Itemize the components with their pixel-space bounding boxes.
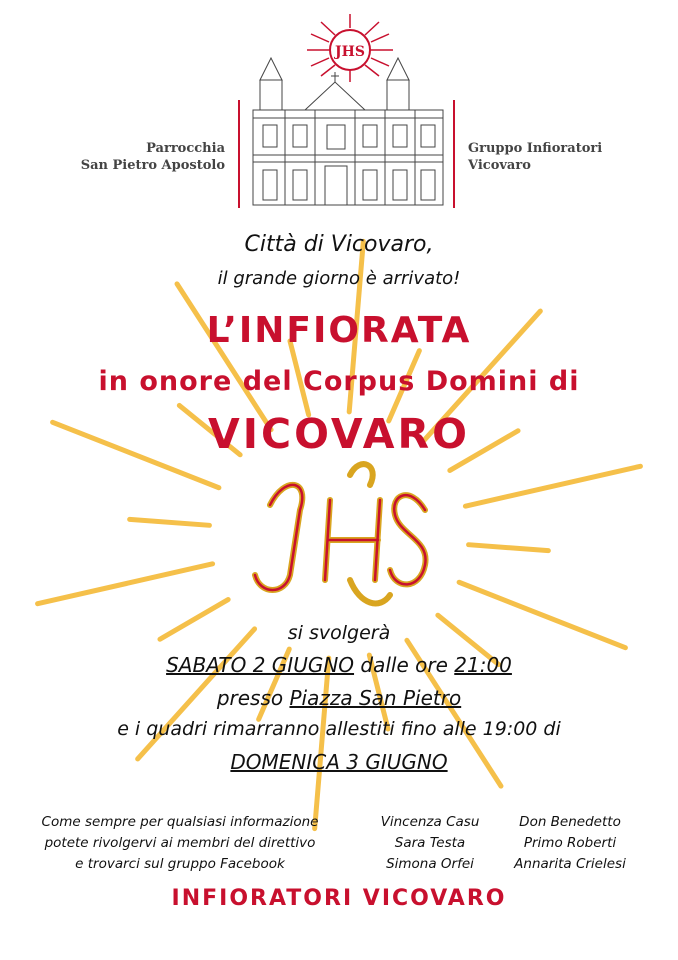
footer-title: INFIORATORI VICOVARO [171, 886, 507, 911]
details-date-line [0, 653, 678, 677]
church-drawing-image [245, 10, 450, 215]
sun-ray [469, 545, 549, 551]
details-date-line2 [0, 750, 678, 774]
info-line2: potete rivolgervi ai membri del direttivo [44, 835, 316, 851]
title-corpus-domini: in onore del Corpus Domini di [98, 366, 580, 397]
member-name: Simona Orfei [386, 856, 474, 872]
parish-name [60, 140, 225, 174]
details-line4: e i quadri rimarranno allestiti fino alle 19:00 di [117, 718, 561, 740]
time-prefix: dalle ore [360, 653, 448, 677]
member-name: Vincenza Casu [380, 814, 480, 830]
sun-ray [465, 466, 640, 506]
date-sunday: DOMENICA 3 GIUGNO [230, 750, 448, 774]
title-vicovaro: VICOVARO [208, 410, 470, 458]
details-place-line [0, 686, 678, 710]
title-infiorata: L’INFIORATA [206, 310, 472, 351]
intro-line1: Città di Vicovaro, [244, 232, 434, 257]
sun-ray [177, 284, 271, 430]
jhs-emblem-icon [307, 14, 393, 82]
member-name: Sara Testa [394, 835, 466, 851]
place-prefix: presso [216, 686, 284, 710]
header-divider-left [238, 100, 240, 208]
contact-info [10, 812, 350, 875]
date-saturday: SABATO 2 GIUGNO [166, 653, 355, 677]
intro-line2: il grande giorno è arrivato! [217, 268, 461, 289]
details-line1: si svolgerà [287, 622, 391, 644]
parish-line1: Parrocchia [146, 141, 225, 156]
member-name: Don Benedetto [519, 814, 621, 830]
group-name [468, 140, 648, 174]
svg-text:JHS: JHS [335, 44, 365, 60]
event-time: 21:00 [454, 653, 512, 677]
group-line2: Vicovaro [468, 158, 531, 173]
jhs-monogram-icon [230, 455, 450, 615]
member-name: Primo Roberti [523, 835, 617, 851]
info-line1: Come sempre per qualsiasi informazione [41, 814, 319, 830]
info-line3: e trovarci sul gruppo Facebook [75, 856, 285, 872]
header-divider-right [453, 100, 455, 208]
event-place: Piazza San Pietro [289, 686, 462, 710]
members-column-1 [360, 812, 500, 875]
parish-line2: San Pietro Apostolo [80, 158, 225, 173]
members-column-2 [500, 812, 640, 875]
sun-ray [130, 519, 210, 525]
group-line1: Gruppo Infioratori [468, 141, 603, 156]
member-name: Annarita Crielesi [514, 856, 626, 872]
sun-ray [315, 658, 329, 828]
sun-ray [38, 564, 213, 604]
